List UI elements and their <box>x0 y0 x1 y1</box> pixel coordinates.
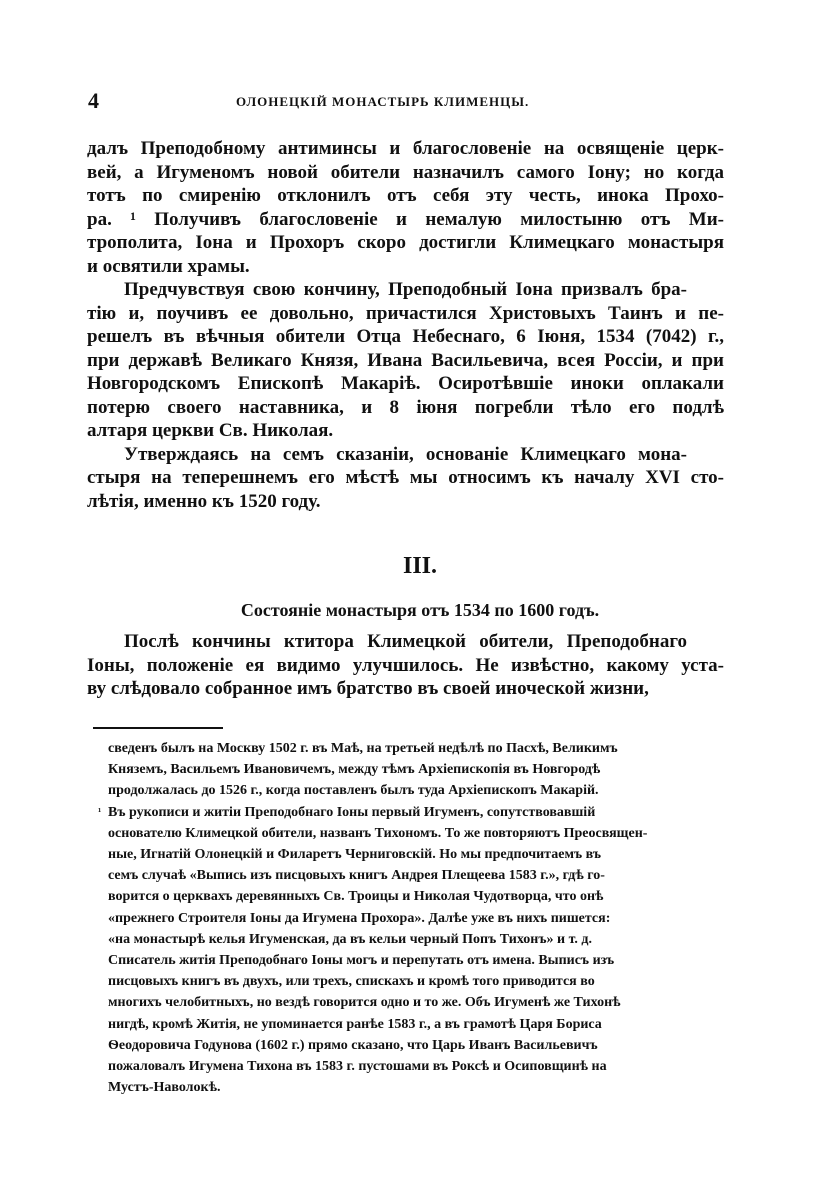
footnote-marker: ¹ <box>98 805 102 818</box>
text-line: Утверждаясь на семъ сказаніи, основаніе Климецкаго мона- <box>124 443 687 465</box>
text-line: при державѣ Великаго Князя, Ивана Васильевича, всея Россіи, и при <box>87 349 724 371</box>
text-line: Послѣ кончины ктитора Климецкой обители, Преподобнаго <box>124 631 687 652</box>
text-line: трополита, Іона и Прохоръ скоро достигли Климецкаго монастыря <box>87 232 724 253</box>
footnotes <box>88 738 713 1098</box>
footnote-line: писцовыхъ книгъ въ двухъ, или трехъ, спискахъ и кромѣ того приводится во <box>108 974 595 990</box>
footnote-line: основателю Климецкой обители, названъ Тихономъ. То же повторяютъ Преосвящен- <box>108 825 648 841</box>
footnote-line: продолжалась до 1526 г., когда поставленъ былъ туда Архіепископъ Макарій. <box>108 783 599 799</box>
footnote-line: ворится о церквахъ деревянныхъ Св. Троицы и Николая Чудотворца, что онѣ <box>108 889 604 905</box>
body-text-upper <box>87 137 724 513</box>
page-number: 4 <box>88 88 99 113</box>
footnote-line: «прежнего Строителя Іоны да Игумена Прохора». Далѣе уже въ нихъ пишется: <box>108 910 611 926</box>
text-line: тію и, поучивъ ее довольно, причастился Христовыхъ Таинъ и пе- <box>87 302 724 324</box>
paragraph <box>87 137 724 278</box>
footnote-text: Въ рукописи и житіи Преподобнаго Іоны первый Игуменъ, сопутствовавшій <box>108 804 596 820</box>
footnote-line: сведенъ былъ на Москву 1502 г. въ Маѣ, на третьей недѣлѣ по Пасхѣ, Великимъ <box>108 741 618 756</box>
running-head: ОЛОНЕЦКІЙ МОНАСТЫРЬ КЛИМЕНЦЫ. <box>236 94 530 109</box>
text-line: Іоны, положеніе ея видимо улучшилось. Не извѣстно, какому уста- <box>87 654 724 676</box>
paragraph <box>87 630 724 701</box>
footnote-line: Ѳеодоровича Годунова (1602 г.) прямо сказано, что Царь Иванъ Васильевичъ <box>108 1037 598 1053</box>
text-line: лѣтія, именно къ 1520 году. <box>87 490 321 512</box>
text-line: ра. ¹ Получивъ благословеніе и немалую милостыню отъ Ми- <box>87 208 724 230</box>
text-line: стыря на теперешнемъ его мѣстѣ мы относимъ къ началу XVI сто- <box>87 467 724 488</box>
text-line: вей, а Игуменомъ новой обители назначилъ самого Іону; но когда <box>87 161 724 183</box>
text-line: ву слѣдовало собранное имъ братство въ своей иноческой жизни, <box>87 678 649 699</box>
section-title: Состояніе монастыря отъ 1534 по 1600 годъ. <box>240 600 600 620</box>
footnote-line: семъ случаѣ «Выпись изъ писцовыхъ книгъ Андрея Плещеева 1583 г.», гдѣ го- <box>108 868 605 884</box>
text-line: Предчувствуя свою кончину, Преподобный Іона призвалъ бра- <box>124 279 687 300</box>
footnote-line: Списатель житія Преподобнаго Іоны могъ и перепутать отъ имена. Выписъ изъ <box>108 953 615 969</box>
paragraph <box>87 278 724 443</box>
text-line: Новгородскомъ Епископѣ Макаріѣ. Осиротѣвшіе иноки оплакали <box>87 373 724 394</box>
footnote-line: ные, Игнатій Олонецкій и Филаретъ Черниговскій. Но мы предпочитаемъ въ <box>108 847 602 863</box>
footnote-divider <box>93 727 223 729</box>
text-line: тотъ по смиренію отклонилъ отъ себя эту честь, инока Прохо- <box>87 185 724 206</box>
footnote-line <box>88 802 713 823</box>
text-line: алтаря церкви Св. Николая. <box>87 420 334 441</box>
text-line: далъ Преподобному антиминсы и благословеніе на освященіе церк- <box>87 138 724 159</box>
footnote-line: Княземъ, Васильемъ Ивановичемъ, между тѣмъ Архіепископія въ Новгородѣ <box>108 762 601 778</box>
paragraph <box>87 443 724 514</box>
text-line: и освятили храмы. <box>87 255 250 277</box>
body-text-lower <box>87 630 724 701</box>
text-line: потерю своего наставника, и 8 іюня погребли тѣло его подлѣ <box>87 396 724 418</box>
footnote-line: пожаловалъ Игумена Тихона въ 1583 г. пустошами въ Роксѣ и Осиповщинѣ на <box>108 1059 607 1075</box>
footnote-line: нигдѣ, кромѣ Житія, не упоминается ранѣе 1583 г., а въ грамотѣ Царя Бориса <box>108 1016 602 1032</box>
text-line: решелъ въ вѣчныя обители Отца Небеснаго, 6 Іюня, 1534 (7042) г., <box>87 326 724 347</box>
section-number: III. <box>402 553 438 579</box>
footnote-line: «на монастырѣ келья Игуменская, да въ кельи черный Попъ Тихонъ» и т. д. <box>108 931 592 947</box>
footnote-line: многихъ челобитныхъ, но вездѣ говорится одно и то же. Объ Игуменѣ же Тихонѣ <box>108 995 621 1011</box>
footnote-line: Мустъ-Наволокѣ. <box>108 1080 221 1096</box>
